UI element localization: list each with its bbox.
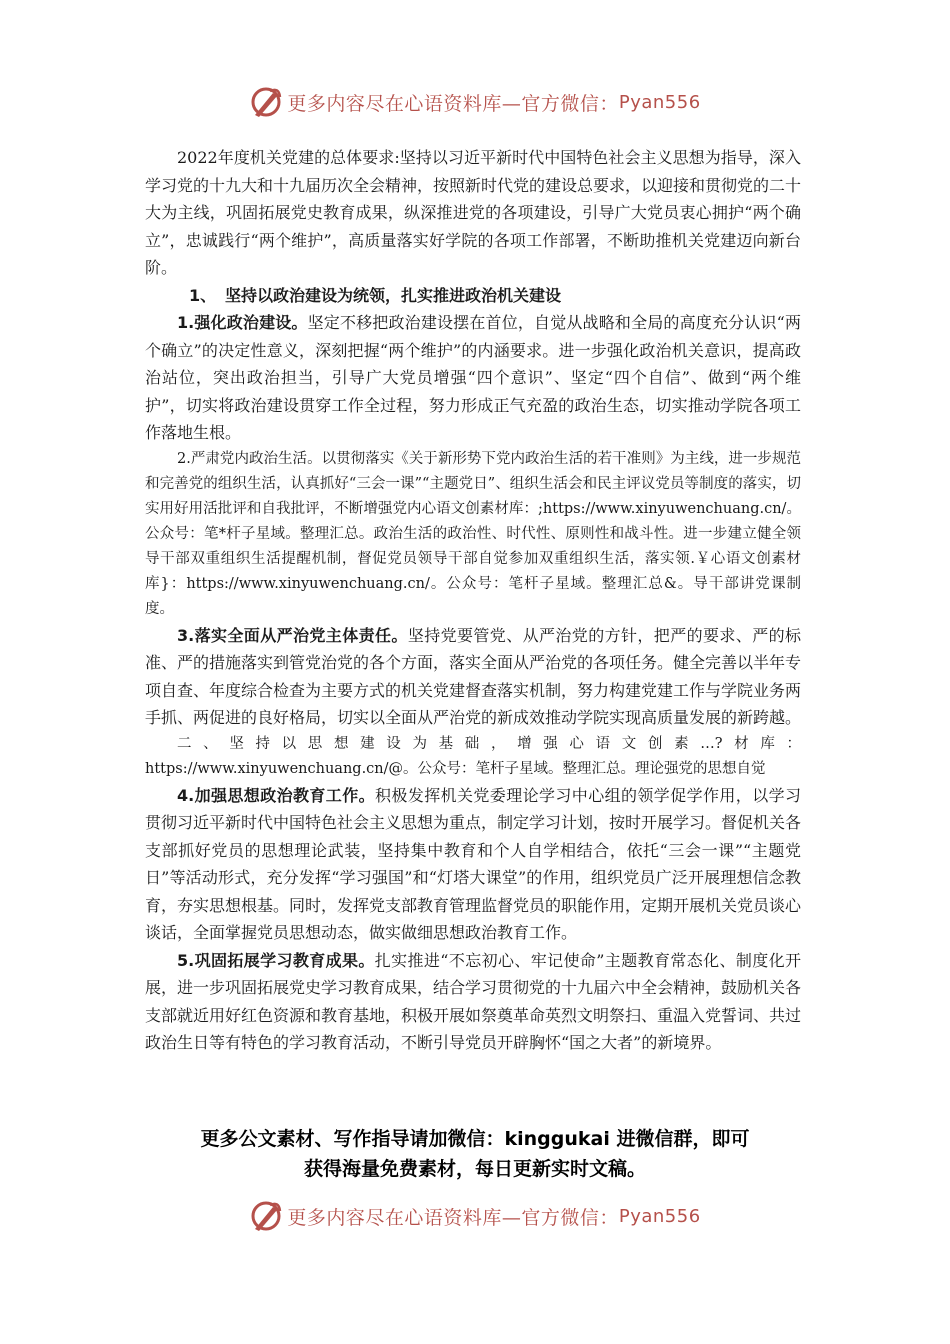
item-1-text: 坚定不移把政治建设摆在首位，自觉从战略和全局的高度充分认识“两个确立”的决定性意义，深刻把握“两个维护”的内涵要求。进一步强化政治机关意识，提高政治站位，突出政治担当，引导广大党员增强“四个意识”、坚定“四个自信”、做到“两个维护”，切实将政治建设贯穿工作全过程，努力形成正气充盈的政治生态，切实推动学院各项工作落地生根。 xyxy=(145,313,801,442)
document-body xyxy=(145,144,801,1057)
cta-line-1: 更多公文素材、写作指导请加微信：kinggukai 进微信群，即可 xyxy=(200,1128,750,1150)
item-5-paragraph xyxy=(145,947,801,1057)
header-banner-text: 更多内容尽在心语资料库—官方微信： xyxy=(287,92,619,115)
section-1-heading xyxy=(145,282,801,310)
header-banner xyxy=(0,82,950,122)
section-2-heading: 二、坚持以思想建设为基础，增强心语文创素…?材库：https://www.xinyuwenchuang.cn/@。公众号：笔杆子星域。整理汇总。理论强党的思想自觉 xyxy=(145,735,801,777)
item-5-text: 扎实推进“不忘初心、牢记使命”主题教育常态化、制度化开展，进一步巩固拓展党史学习教育成果，结合学习贯彻党的十九届六中全会精神，鼓励机关各支部就近用好红色资源和教育基地，积极开展如祭奠革命英烈文明祭扫、重温入党誓词、共过政治生日等有特色的学习教育活动，不断引导党员开辟胸怀“国之大者”的新境界。 xyxy=(145,950,802,1052)
item-4-paragraph xyxy=(145,782,801,947)
footer-banner-wechat: Pyan556 xyxy=(618,1205,701,1227)
section-1-number: 1、 xyxy=(189,285,217,305)
item-3-paragraph xyxy=(145,622,801,732)
pen-circle-logo-icon xyxy=(249,85,283,119)
call-to-action xyxy=(120,1124,830,1184)
header-banner-wechat: Pyan556 xyxy=(618,91,701,113)
item-3-heading: 3.落实全面从严治党主体责任。 xyxy=(177,625,408,645)
pen-circle-logo-icon xyxy=(249,1199,283,1233)
item-4-text: 积极发挥机关党委理论学习中心组的领学促学作用，以学习贯彻习近平新时代中国特色社会主义思想为重点，制定学习计划，按时开展学习。督促机关各支部抓好党员的思想理论武装，坚持集中教育和个人自学相结合，依托“三会一课”“主题党日”等活动形式，充分发挥“学习强国”和“灯塔大课堂”的作用，组织党员广泛开展理想信念教育，夯实思想根基。同时，发挥党支部教育管理监督党员的职能作用，定期开展机关党员谈心谈话，全面掌握党员思想动态，做实做细思想政治教育工作。 xyxy=(145,785,802,942)
item-1-heading: 1.强化政治建设。 xyxy=(177,313,308,332)
footer-banner xyxy=(0,1196,950,1236)
item-1-paragraph xyxy=(145,309,801,447)
item-5-heading: 5.巩固拓展学习教育成果。 xyxy=(177,950,375,970)
cta-line-2: 获得海量免费素材，每日更新实时文稿。 xyxy=(303,1158,646,1180)
item-3-text: 坚持党要管党、从严治党的方针，把严的要求、严的标准、严的措施落实到管党治党的各个方面，落实全面从严治党的各项任务。健全完善以半年专项自查、年度综合检查为主要方式的机关党建督查落实机制，努力构建党建工作与学院业务两手抓、两促进的良好格局，切实以全面从严治党的新成效推动学院实现高质量发展的新跨越。 xyxy=(145,625,802,727)
section-1-title: 坚持以政治建设为统领，扎实推进政治机关建设 xyxy=(225,285,562,305)
footer-banner-text: 更多内容尽在心语资料库—官方微信： xyxy=(287,1206,619,1229)
intro-paragraph: 2022年度机关党建的总体要求:坚持以习近平新时代中国特色社会主义思想为指导，深入学习党的十九大和十九届历次全会精神，按照新时代党的建设总要求，以迎接和贯彻党的二十大为主线，巩固拓展党史教育成果，纵深推进党的各项建设，引导广大党员衷心拥护“两个确立”，忠诚践行“两个维护”，高质量落实好学院的各项工作部署，不断助推机关党建迈向新台阶。 xyxy=(145,148,802,277)
item-4-heading: 4.加强思想政治教育工作。 xyxy=(177,785,376,805)
item-2-paragraph: 2.严肃党内政治生活。以贯彻落实《关于新形势下党内政治生活的若干准则》为主线，进一步规范和完善党的组织生活，认真抓好“三会一课”“主题党日”、组织生活会和民主评议党员等制度的落实，切实用好用活批评和自我批评，不断增强党内心语文创素材库：;https://www.xinyuwenchuang.cn/。公众号：笔*杆子星域。整理汇总。政治生活的政治性、时代性、原则性和战斗性。进一步建立健全领导干部双重组织生活提醒机制，督促党员领导干部自觉参加双重组织生活，落实领.￥心语文创素材库}：https://www.xinyuwenchuang.cn/。公众号：笔杆子星域。整理汇总&。导干部讲党课制度。 xyxy=(145,450,801,617)
